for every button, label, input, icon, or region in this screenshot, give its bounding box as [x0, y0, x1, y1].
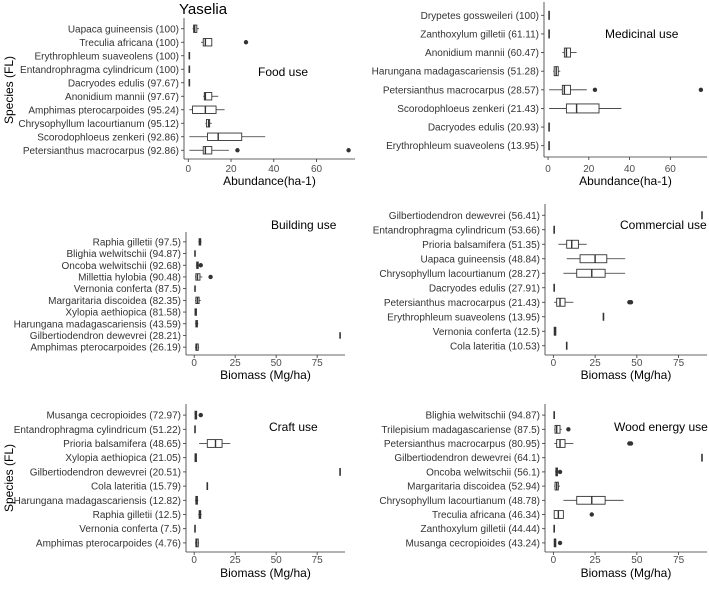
x-axis-title: Biomass (Mg/ha) [220, 368, 311, 382]
species-row [23, 146, 351, 157]
species-row [34, 51, 189, 62]
species-label: Raphia gilletii (12.5) [92, 510, 181, 521]
species-row [67, 249, 196, 260]
panel-label: Wood energy use [614, 420, 708, 434]
species-label: Uapaca guineensis (100) [67, 24, 179, 36]
x-tick-label: 20 [583, 164, 595, 175]
species-label: Margaritaria discoidea (52.94) [407, 481, 540, 493]
species-label: Erythrophleum suaveolens (13.95) [386, 141, 539, 153]
x-tick-label: 25 [229, 555, 241, 566]
species-row [14, 496, 199, 507]
box-iqr [562, 85, 570, 94]
species-label: Uapaca guineensis (48.84) [420, 254, 540, 266]
species-row [28, 105, 224, 116]
panel-label: Medicinal use [605, 27, 679, 41]
x-tick-label: 50 [631, 358, 643, 369]
species-label: Xylopia aethiopica (81.58) [65, 307, 181, 319]
box-iqr [203, 147, 212, 154]
x-axis-title: Biomass (Mg/ha) [220, 566, 311, 580]
species-row [14, 319, 199, 330]
species-row [432, 510, 594, 521]
species-label: Gilbertiodendron dewevrei (64.1) [394, 453, 540, 465]
x-axis-title: Biomass (Mg/ha) [580, 566, 672, 580]
species-label: Treculia africana (100) [79, 37, 179, 49]
species-label: Musanga cecropioides (72.97) [46, 410, 181, 422]
species-label: Erythrophleum suaveolens (13.95) [387, 312, 540, 324]
x-tick-label: 25 [589, 358, 601, 369]
species-label: Raphia gilletii (97.5) [92, 237, 181, 249]
species-label: Entandrophragma cylindricum (100) [20, 64, 179, 76]
x-tick-label: 40 [624, 164, 636, 175]
species-label: Scorodophloeus zenkeri (92.86) [37, 132, 179, 144]
species-row [372, 67, 561, 78]
x-tick-label: 0 [191, 555, 197, 566]
species-row [37, 132, 265, 143]
species-label: Oncoba welwitschii (92.68) [61, 260, 181, 272]
species-row [93, 510, 202, 521]
species-label: Anonidium mannii (60.47) [425, 48, 539, 60]
species-row [383, 85, 703, 96]
species-row [386, 141, 549, 152]
species-label: Dacryodes edulis (27.91) [428, 283, 540, 295]
x-tick-label: 25 [229, 358, 241, 369]
species-label: Harungana madagascariensis (43.59) [13, 319, 181, 331]
species-row [407, 482, 560, 493]
species-label: Harungana madagascariensis (12.82) [13, 495, 181, 507]
species-label: Xylopia aethiopica (21.05) [65, 453, 181, 465]
species-row [65, 453, 196, 464]
species-row [18, 119, 211, 130]
species-label: Vernonia conferta (12.5) [432, 326, 540, 338]
x-tick-label: 0 [185, 164, 192, 175]
species-row [74, 284, 195, 295]
species-label: Vernonia conferta (87.5) [73, 284, 181, 296]
species-label: Oncoba welwitschii (56.1) [426, 467, 540, 479]
species-row [394, 453, 702, 464]
species-row [78, 272, 213, 283]
x-axis-title: Biomass (Mg/ha) [580, 368, 672, 382]
box-iqr [557, 440, 565, 448]
species-row [68, 78, 190, 89]
species-row [379, 496, 623, 507]
x-tick-label: 40 [268, 164, 280, 175]
species-label: Gilbertiodendron dewevrei (56.41) [388, 210, 540, 222]
species-row [425, 48, 577, 59]
species-row [20, 65, 189, 76]
box-iqr [566, 104, 599, 113]
species-label: Chrysophyllum lacourtianum (48.78) [379, 495, 540, 507]
outlier-point [199, 263, 203, 267]
box-iqr [557, 298, 565, 306]
species-row [14, 425, 195, 436]
species-row [426, 411, 555, 422]
species-row [450, 341, 567, 352]
box-iqr [208, 133, 242, 140]
species-row [91, 482, 207, 493]
outlier-point [558, 470, 562, 474]
outlier-point [593, 88, 597, 92]
species-row [79, 38, 248, 49]
species-row [48, 296, 201, 307]
panel-medicinal-use [372, 2, 707, 188]
species-label: Anonidium mannii (97.67) [65, 91, 179, 103]
x-axis-title: Abundance(ha-1) [579, 174, 672, 188]
box-iqr [207, 440, 222, 448]
outlier-point [629, 441, 633, 445]
species-label: Gilbertiodendron dewevrei (20.51) [29, 467, 181, 479]
x-tick-label: 20 [225, 164, 237, 175]
panel-label: Craft use [269, 420, 318, 434]
panel-wood-energy-use [379, 404, 708, 580]
species-row [63, 439, 230, 450]
species-row [30, 343, 199, 354]
species-row [379, 269, 625, 280]
species-row [387, 312, 603, 323]
panel-food-use [2, 18, 355, 188]
species-label: Blighia welwitschii (94.87) [425, 410, 540, 422]
species-label: Harungana madagascariensis (51.28) [371, 66, 539, 78]
species-row [384, 439, 633, 450]
species-row [420, 29, 549, 40]
species-row [93, 237, 202, 248]
panel-label: Food use [258, 65, 309, 79]
species-row [79, 524, 195, 535]
x-tick-label: 60 [310, 164, 323, 175]
panels [2, 2, 708, 580]
species-label: Dacryodes edulis (97.67) [67, 78, 179, 90]
x-tick-label: 50 [631, 555, 643, 566]
species-label: Erythrophleum suaveolens (100) [34, 51, 179, 63]
box-iqr [580, 255, 607, 263]
species-row [433, 327, 556, 338]
species-row [381, 425, 570, 436]
outlier-point [235, 148, 239, 152]
box-iqr [567, 240, 579, 248]
species-label: Gilbertiodendron dewevrei (28.21) [29, 330, 181, 342]
species-label: Blighia welwitschii (94.87) [66, 249, 181, 261]
species-label: Dacryodes edulis (20.93) [427, 122, 539, 134]
x-tick-label: 50 [270, 358, 282, 369]
species-label: Prioria balsamifera (51.35) [422, 239, 540, 251]
box-iqr [203, 39, 212, 46]
outlier-point [244, 40, 248, 44]
species-label: Entandrophragma cylindricum (53.66) [372, 225, 540, 237]
y-axis-title: Species (FL) [2, 55, 16, 125]
box-iqr [577, 496, 605, 504]
outlier-point [699, 88, 703, 92]
species-row [65, 308, 196, 319]
box-iqr [564, 48, 570, 57]
box-iqr [577, 269, 605, 277]
species-label: Vernonia conferta (7.5) [79, 524, 181, 536]
x-tick-label: 0 [550, 555, 557, 566]
x-tick-label: 0 [545, 164, 551, 175]
species-label: Chrysophyllum lacourtianum (28.27) [379, 268, 540, 280]
species-label: Amphimas pterocarpoides (26.19) [30, 342, 181, 354]
species-label: Petersianthus macrocarpus (80.95) [383, 439, 540, 450]
page-title: Yaselia [179, 1, 228, 18]
species-row [373, 225, 554, 236]
outlier-point [346, 148, 350, 152]
outlier-point [629, 300, 633, 304]
x-tick-label: 60 [664, 164, 676, 175]
panel-building-use [14, 218, 345, 382]
species-label: Musanga cecropioides (43.24) [405, 538, 540, 550]
species-label: Treculia africana (46.34) [431, 510, 540, 521]
species-label: Cola lateritia (15.79) [90, 481, 181, 493]
y-axis-title: Species (FL) [2, 443, 16, 513]
species-label: Entandrophragma cylindricum (51.22) [13, 424, 181, 436]
species-label: Cola lateritia (10.53) [449, 341, 540, 353]
outlier-point [558, 541, 562, 545]
panel-craft-use [2, 404, 345, 580]
box-iqr [193, 106, 217, 113]
species-row [421, 524, 555, 535]
species-row [30, 467, 340, 478]
species-label: Petersianthus macrocarpus (92.86) [22, 145, 179, 157]
species-label: Margaritaria discoidea (82.35) [48, 295, 181, 307]
species-label: Amphimas pterocarpoides (4.76) [35, 538, 181, 550]
species-label: Drypetes gossweileri (100) [420, 10, 539, 22]
x-tick-label: 0 [191, 358, 197, 369]
species-label: Prioria balsamifera (48.65) [63, 439, 181, 450]
species-label: Amphimas pterocarpoides (95.24) [28, 105, 179, 117]
panel-commercial-use [373, 204, 707, 382]
species-label: Petersianthus macrocarpus (21.43) [383, 297, 540, 309]
panel-label: Building use [271, 218, 337, 232]
x-tick-label: 75 [311, 358, 323, 369]
x-tick-label: 25 [589, 555, 601, 566]
panel-label: Commercial use [620, 218, 707, 232]
species-label: Trilepisium madagascariense (87.5) [381, 424, 540, 436]
x-axis-title: Abundance(ha-1) [223, 174, 316, 188]
outlier-point [566, 427, 570, 431]
x-tick-label: 0 [550, 358, 557, 369]
species-label: Scorodophloeus zenkeri (21.43) [397, 103, 539, 115]
species-label: Zanthoxylum gilletii (61.11) [420, 29, 539, 41]
outlier-point [208, 275, 212, 279]
species-row [36, 538, 199, 549]
species-row [62, 261, 203, 272]
x-tick-label: 75 [673, 358, 685, 369]
x-tick-label: 75 [311, 555, 323, 566]
species-label: Millettia hylobia (90.48) [78, 272, 181, 284]
species-row [421, 11, 549, 22]
x-tick-label: 75 [673, 555, 685, 566]
species-row [420, 254, 625, 265]
species-row [46, 411, 202, 422]
x-tick-label: 50 [270, 555, 282, 566]
species-label: Zanthoxylum gilletii (44.44) [420, 524, 540, 536]
species-row [68, 24, 199, 35]
species-row [422, 240, 587, 251]
outlier-point [590, 512, 594, 516]
box-iqr [555, 425, 560, 433]
species-row [428, 123, 549, 134]
species-label: Petersianthus macrocarpus (28.57) [382, 85, 539, 97]
species-row [30, 331, 340, 342]
outlier-point [199, 413, 203, 417]
species-row [429, 283, 554, 294]
species-row [384, 298, 633, 309]
species-row [65, 92, 218, 103]
species-row [397, 104, 621, 115]
species-row [426, 467, 562, 478]
species-label: Chrysophyllum lacourtianum (95.12) [18, 118, 179, 130]
species-row [405, 538, 562, 549]
